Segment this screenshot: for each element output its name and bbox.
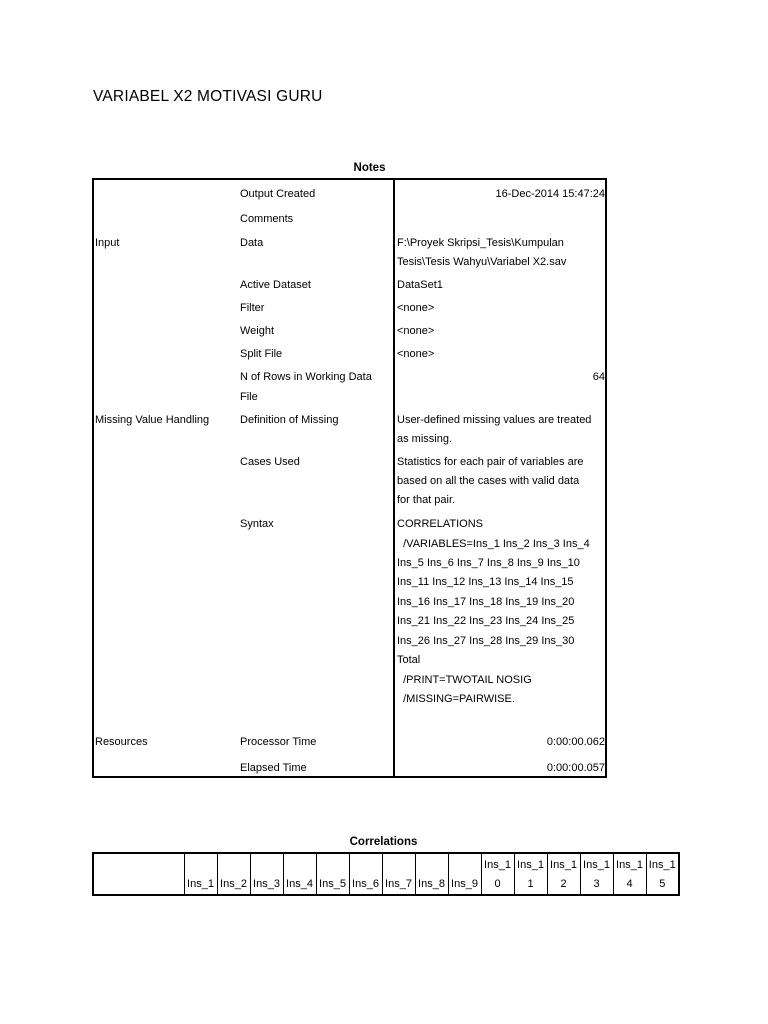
row-label-split-file: Split File bbox=[240, 348, 283, 360]
column-header-ins-5: Ins_5 bbox=[316, 853, 349, 895]
row-label-syntax: Syntax bbox=[240, 518, 274, 530]
column-header-ins-2: Ins_2 bbox=[217, 853, 250, 895]
notes-table-title: Notes bbox=[353, 162, 386, 174]
value-syntax-line-3: Ins_5 Ins_6 Ins_7 Ins_8 Ins_9 Ins_10 bbox=[397, 557, 580, 569]
row-label-elapsed-time: Elapsed Time bbox=[240, 762, 307, 774]
column-header-ins-4: Ins_4 bbox=[283, 853, 316, 895]
value-n-rows: 64 bbox=[592, 371, 605, 383]
correlations-table bbox=[92, 852, 680, 896]
value-definition-missing-line-2: as missing. bbox=[397, 433, 453, 445]
column-header-ins-9: Ins_9 bbox=[448, 853, 481, 895]
value-syntax-line-8: Total bbox=[397, 654, 421, 666]
value-definition-missing-line-1: User-defined missing values are treated bbox=[397, 414, 592, 426]
value-cases-used-line-1: Statistics for each pair of variables are bbox=[397, 456, 584, 468]
notes-column-divider bbox=[393, 178, 395, 778]
value-cases-used-line-2: based on all the cases with valid data bbox=[397, 475, 580, 487]
column-header-ins-11: Ins_1 1 bbox=[514, 853, 547, 895]
correlations-corner-cell bbox=[93, 853, 184, 895]
row-label-active-dataset: Active Dataset bbox=[240, 279, 311, 291]
column-header-ins-3: Ins_3 bbox=[250, 853, 283, 895]
column-header-ins-6: Ins_6 bbox=[349, 853, 382, 895]
value-syntax-line-6: Ins_21 Ins_22 Ins_23 Ins_24 Ins_25 bbox=[397, 615, 575, 627]
value-syntax-line-10: /MISSING=PAIRWISE. bbox=[397, 693, 515, 705]
section-label-missing-value-handling: Missing Value Handling bbox=[95, 414, 210, 426]
value-syntax-line-4: Ins_11 Ins_12 Ins_13 Ins_14 Ins_15 bbox=[397, 576, 574, 588]
value-elapsed-time: 0:00:00.057 bbox=[546, 762, 605, 774]
column-header-ins-15: Ins_1 5 bbox=[646, 853, 679, 895]
value-syntax-line-7: Ins_26 Ins_27 Ins_28 Ins_29 Ins_30 bbox=[397, 635, 575, 647]
value-split-file: <none> bbox=[397, 348, 435, 360]
section-label-resources: Resources bbox=[95, 736, 148, 748]
value-syntax-line-5: Ins_16 Ins_17 Ins_18 Ins_19 Ins_20 bbox=[397, 596, 575, 608]
value-active-dataset: DataSet1 bbox=[397, 279, 443, 291]
value-weight: <none> bbox=[397, 325, 435, 337]
row-label-n-rows-line-2: File bbox=[240, 391, 258, 403]
value-processor-time: 0:00:00.062 bbox=[546, 736, 605, 748]
row-label-weight: Weight bbox=[240, 325, 275, 337]
correlations-header-row bbox=[93, 853, 679, 895]
value-cases-used-line-3: for that pair. bbox=[397, 494, 456, 506]
row-label-comments: Comments bbox=[240, 213, 294, 225]
row-label-data: Data bbox=[240, 237, 264, 249]
value-syntax-line-9: /PRINT=TWOTAIL NOSIG bbox=[397, 674, 532, 686]
row-label-output-created: Output Created bbox=[240, 188, 316, 200]
correlations-table-title: Correlations bbox=[349, 836, 418, 848]
row-label-filter: Filter bbox=[240, 302, 265, 314]
column-header-ins-12: Ins_1 2 bbox=[547, 853, 580, 895]
column-header-ins-1: Ins_1 bbox=[184, 853, 217, 895]
value-syntax-line-1: CORRELATIONS bbox=[397, 518, 483, 530]
page-title: VARIABEL X2 MOTIVASI GURU bbox=[93, 88, 323, 105]
column-header-ins-7: Ins_7 bbox=[382, 853, 415, 895]
row-label-n-rows-line-1: N of Rows in Working Data bbox=[240, 371, 372, 383]
value-data-line-1: F:\Proyek Skripsi_Tesis\Kumpulan bbox=[397, 237, 564, 249]
value-filter: <none> bbox=[397, 302, 435, 314]
value-data-line-2: Tesis\Tesis Wahyu\Variabel X2.sav bbox=[397, 256, 567, 268]
column-header-ins-14: Ins_1 4 bbox=[613, 853, 646, 895]
column-header-ins-8: Ins_8 bbox=[415, 853, 448, 895]
value-syntax-line-2: /VARIABLES=Ins_1 Ins_2 Ins_3 Ins_4 bbox=[397, 538, 590, 550]
row-label-definition-of-missing: Definition of Missing bbox=[240, 414, 339, 426]
column-header-ins-10: Ins_1 0 bbox=[481, 853, 514, 895]
section-label-input: Input bbox=[95, 237, 120, 249]
column-header-ins-13: Ins_1 3 bbox=[580, 853, 613, 895]
row-label-processor-time: Processor Time bbox=[240, 736, 317, 748]
row-label-cases-used: Cases Used bbox=[240, 456, 300, 468]
value-output-created: 16-Dec-2014 15:47:24 bbox=[495, 188, 605, 200]
